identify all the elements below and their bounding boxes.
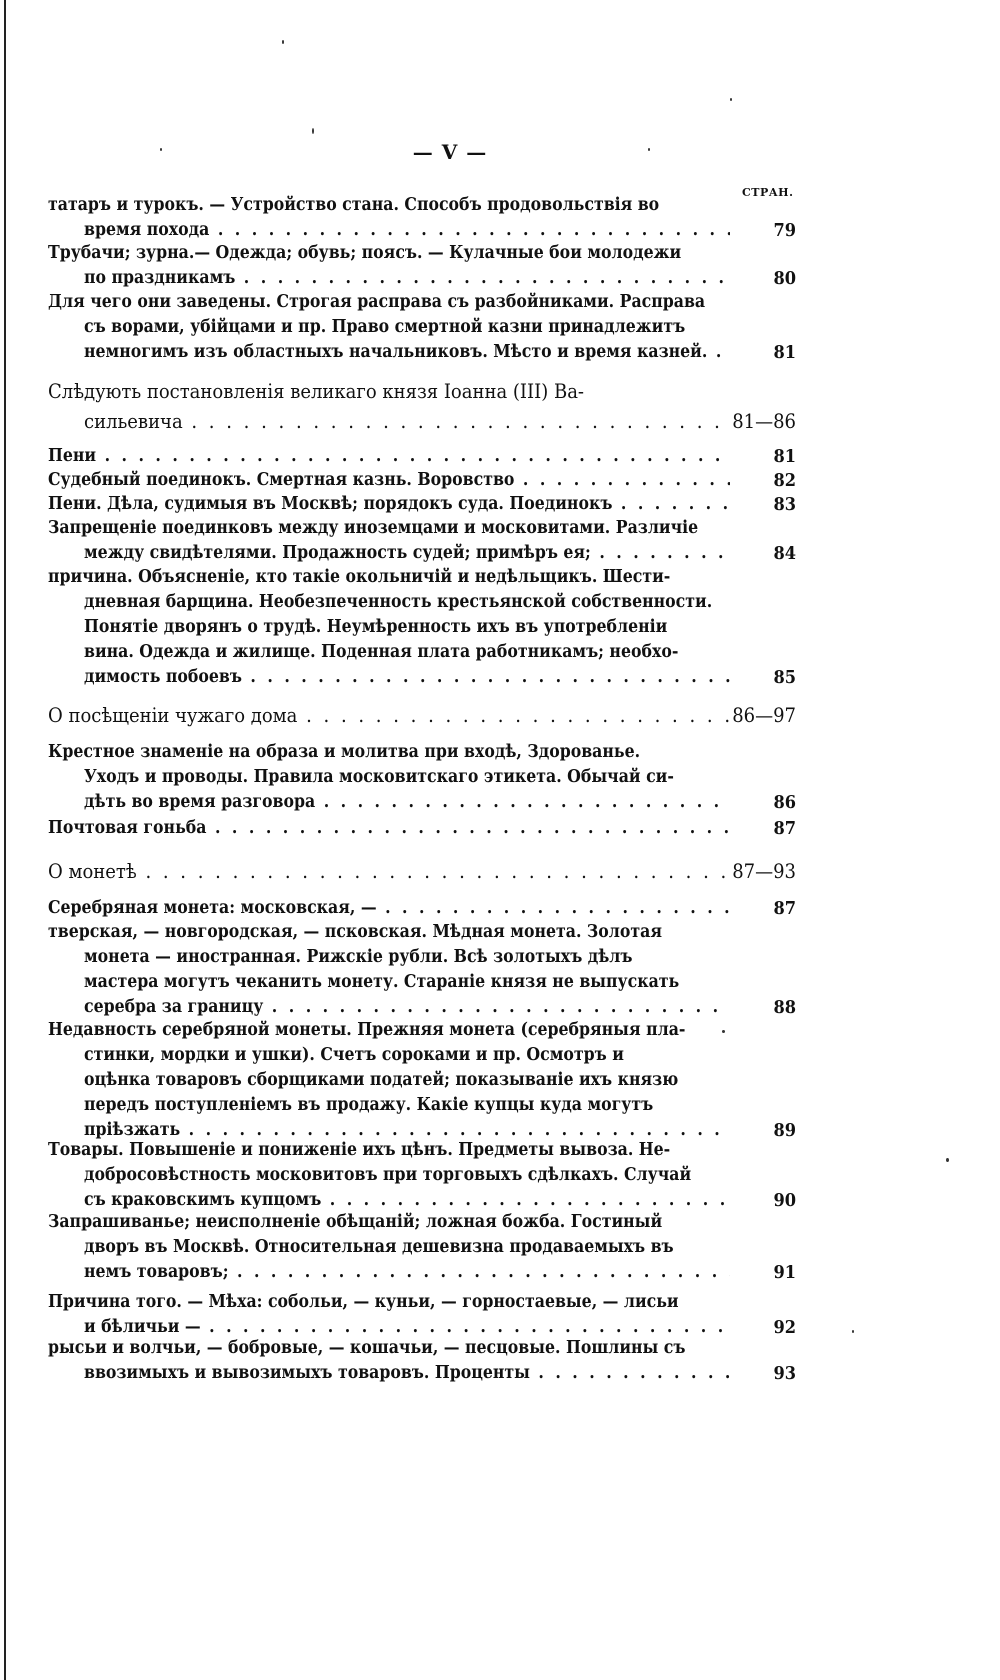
toc-entry-line: О посѣщеніи чужаго дома . . (48, 700, 730, 730)
toc-page-number: 81—86 (732, 409, 796, 433)
toc-entry-line: дневная барщина. Необезпеченность крестьянской собственности. (84, 592, 713, 612)
toc-entry-line: съ ворами, убійцами и пр. Право смертной казни принадлежитъ (84, 317, 686, 337)
toc-entry-line: мастера могутъ чеканить монету. Стараніе князя не выпускать (84, 972, 680, 992)
toc-page-number: 86 (773, 792, 796, 813)
toc-entry-line: Серебряная монета: московская, — . . (48, 896, 730, 921)
toc-entry-line: немъ товаровъ; . . (48, 1260, 730, 1285)
toc-entry (48, 740, 796, 815)
toc-entry-line: Запрашиванье; неисполненіе обѣщаній; ложная божба. Гостиный (48, 1212, 663, 1232)
toc-entry-line: Слѣдують постановленія великаго князя Іоанна (III) Ва- (48, 379, 585, 403)
scan-speck (722, 1030, 725, 1033)
toc-entry (48, 444, 796, 469)
toc-entry-line: Для чего они заведены. Строгая расправа съ разбойниками. Расправа (48, 292, 706, 312)
toc-entry (48, 492, 796, 517)
toc-page-number: 82 (773, 470, 796, 491)
page-number-header: — V — (412, 140, 488, 164)
toc-entry-line: по праздникамъ . . (48, 266, 730, 291)
page-edge-line (4, 0, 6, 1680)
toc-entry-line: тверская, — новгородская, — псковская. Мѣдная монета. Золотая (48, 922, 662, 942)
toc-entry-line: между свидѣтелями. Продажность судей; примѣръ ея; . . (48, 541, 730, 566)
toc-entry (48, 920, 796, 1020)
toc-entry-line: Уходъ и проводы. Правила московитскаго этикета. Обычай си- (84, 767, 674, 787)
toc-entry-line: рысьи и волчьи, — бобровые, — кошачьи, — песцовые. Пошлины съ (48, 1338, 686, 1358)
toc-entry (48, 816, 796, 841)
scan-speck (282, 40, 284, 44)
toc-page-number: 81 (773, 342, 796, 363)
toc-entry-line: вина. Одежда и жилище. Поденная плата работникамъ; необхо- (84, 642, 679, 662)
scan-speck (852, 1330, 854, 1333)
toc-page-number: 87—93 (732, 859, 796, 883)
scan-speck (648, 148, 650, 151)
toc-section (48, 700, 796, 730)
toc-entry (48, 241, 796, 291)
toc-entry-line: Пени . . (48, 444, 730, 469)
toc-entry-line: ввозимыхъ и вывозимыхъ товаровъ. Проценты . . (48, 1361, 730, 1386)
toc-section (48, 376, 796, 436)
toc-entry-line: Крестное знаменіе на образа и молитва при входѣ, Здорованье. (48, 742, 641, 762)
toc-page-number: 80 (773, 268, 796, 289)
toc-entry-line: пріѣзжать . . (48, 1118, 730, 1143)
toc-entry (48, 896, 796, 921)
scan-speck (312, 128, 314, 134)
toc-page-number: 89 (773, 1120, 796, 1141)
toc-entry-line: монета — иностранная. Рижскіе рубли. Всѣ золотыхъ дѣлъ (84, 947, 633, 967)
toc-entry (48, 516, 796, 566)
toc-entry-line: серебра за границу . . (48, 995, 730, 1020)
toc-entry (48, 193, 796, 243)
toc-entry-line: Понятіе дворянъ о трудѣ. Неумѣренность ихъ въ употребленіи (84, 617, 668, 637)
toc-entry-line: татаръ и турокъ. — Устройство стана. Способъ продовольствія во (48, 195, 660, 215)
toc-entry (48, 290, 796, 365)
toc-entry-line: причина. Объясненіе, кто такіе окольничій и недѣльщикъ. Шести- (48, 567, 671, 587)
toc-page-number: 93 (773, 1363, 796, 1384)
toc-entry-line: Причина того. — Мѣха: собольи, — куньи, — горностаевые, — лисьи (48, 1292, 679, 1312)
toc-entry-line: передъ поступленіемъ въ продажу. Какіе купцы куда могутъ (84, 1095, 654, 1115)
toc-entry-line: О монетѣ . . (48, 856, 730, 886)
toc-entry-line: и бѣличьи — . . (48, 1315, 730, 1340)
toc-page-number: 87 (773, 898, 796, 919)
toc-entry-line: добросовѣстность московитовъ при торговыхъ сдѣлкахъ. Случай (84, 1165, 692, 1185)
toc-page-number: 90 (773, 1190, 796, 1211)
toc-page-number: 83 (773, 494, 796, 515)
scan-speck (730, 98, 732, 101)
toc-entry-line: димость побоевъ . . (48, 665, 730, 690)
toc-entry-line: дворъ въ Москвѣ. Относительная дешевизна продаваемыхъ въ (84, 1237, 674, 1257)
toc-entry-line: Товары. Повышеніе и пониженіе ихъ цѣнъ. Предметы вывоза. Не- (48, 1140, 671, 1160)
toc-entry-line: время похода . . (48, 218, 730, 243)
toc-entry-line: оцѣнка товаровъ сборщиками податей; показываніе ихъ князю (84, 1070, 679, 1090)
toc-entry-line: Пени. Дѣла, судимыя въ Москвѣ; порядокъ суда. Поединокъ . . (48, 492, 730, 517)
toc-entry-line: съ краковскимъ купцомъ . . (48, 1188, 730, 1213)
toc-entry (48, 1138, 796, 1213)
toc-entry (48, 1336, 796, 1386)
page-column-label: СТРАН. (742, 186, 794, 199)
toc-entry-line: стинки, мордки и ушки). Счетъ сороками и пр. Осмотръ и (84, 1045, 624, 1065)
scan-speck (946, 1158, 949, 1162)
toc-entry-line: сильевича . . (48, 406, 730, 436)
scan-speck (160, 148, 162, 151)
toc-page-number: 84 (773, 543, 796, 564)
toc-page-number: 92 (773, 1317, 796, 1338)
toc-entry-line: Судебный поединокъ. Смертная казнь. Воровство . . (48, 468, 730, 493)
toc-entry-line: Почтовая гоньба . . (48, 816, 730, 841)
toc-page-number: 91 (773, 1262, 796, 1283)
toc-page-number: 87 (773, 818, 796, 839)
toc-entry-line: немногимъ изъ областныхъ начальниковъ. Мѣсто и время казней. . . (48, 340, 730, 365)
toc-entry (48, 565, 796, 690)
toc-entry (48, 1290, 796, 1340)
toc-entry (48, 1018, 796, 1143)
toc-entry (48, 1210, 796, 1285)
toc-entry-line: Запрещеніе поединковъ между иноземцами и московитами. Различіе (48, 518, 699, 538)
toc-page-number: 81 (773, 446, 796, 467)
toc-page-number: 86—97 (732, 703, 796, 727)
toc-section (48, 856, 796, 886)
toc-entry-line: Трубачи; зурна.— Одежда; обувь; поясъ. — Кулачные бои молодежи (48, 243, 682, 263)
toc-page-number: 88 (773, 997, 796, 1018)
toc-entry-line: Недавность серебряной монеты. Прежняя монета (серебряныя пла- (48, 1020, 686, 1040)
toc-entry-line: дѣть во время разговора . . (48, 790, 730, 815)
toc-entry (48, 468, 796, 493)
toc-page-number: 85 (773, 667, 796, 688)
toc-page-number: 79 (773, 220, 796, 241)
